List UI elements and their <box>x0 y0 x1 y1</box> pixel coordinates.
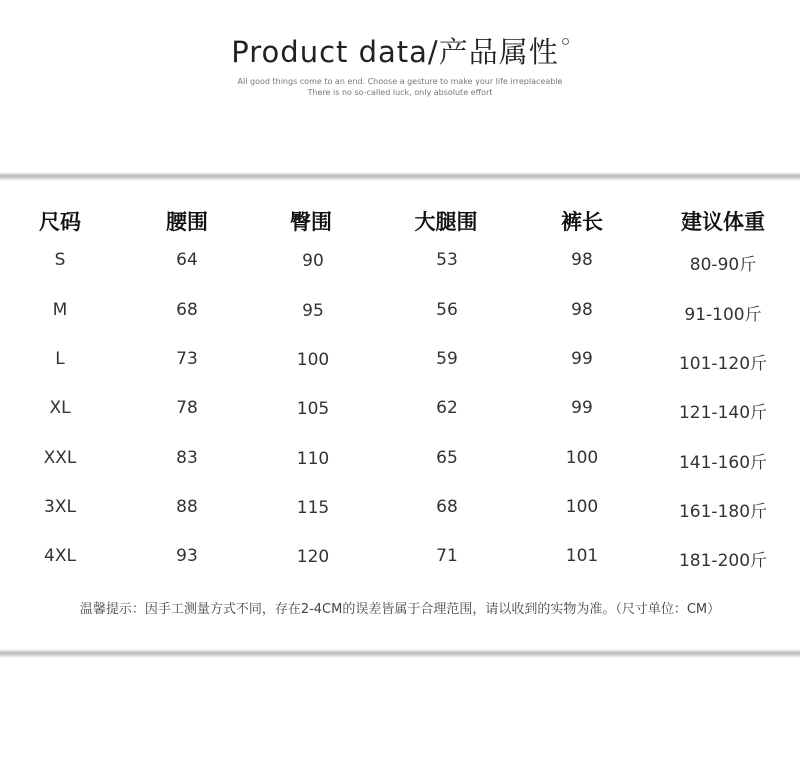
table-cell: 80-90斤 <box>689 255 757 275</box>
table-cell: 73 <box>176 349 198 369</box>
table-cell: 68 <box>176 300 198 320</box>
table-cell: 98 <box>571 250 593 270</box>
table-cell: 3XL <box>44 497 76 517</box>
page-title <box>0 30 800 71</box>
header-length: 裤长 <box>561 210 603 234</box>
table-cell: M <box>52 300 68 320</box>
table-cell: 101 <box>565 546 599 566</box>
table-cell: 65 <box>436 448 458 468</box>
table-cell: 64 <box>176 250 198 270</box>
table-cell: 161-180斤 <box>678 502 768 522</box>
table-cell: 121-140斤 <box>678 403 768 423</box>
table-cell: 88 <box>176 497 198 517</box>
table-cell: 91-100斤 <box>684 305 762 325</box>
table-cell: 100 <box>296 350 330 370</box>
table-cell: 78 <box>176 398 198 418</box>
table-cell: 98 <box>571 300 593 320</box>
table-cell: 83 <box>176 448 198 468</box>
header-size: 尺码 <box>39 210 81 234</box>
table-cell: 53 <box>436 250 458 270</box>
table-cell: 56 <box>436 300 458 320</box>
table-cell: L <box>55 349 65 369</box>
degree-circle-icon <box>562 38 569 45</box>
table-cell: 120 <box>296 547 330 567</box>
top-divider <box>0 172 800 181</box>
table-cell: 4XL <box>44 546 76 566</box>
table-cell: 141-160斤 <box>678 453 768 473</box>
header-weight: 建议体重 <box>681 210 765 234</box>
table-cell: 62 <box>436 398 458 418</box>
table-cell: 99 <box>571 398 593 418</box>
table-cell: S <box>54 250 66 270</box>
table-cell: 181-200斤 <box>678 551 768 571</box>
table-cell: 59 <box>436 349 458 369</box>
table-cell: 93 <box>176 546 198 566</box>
table-cell: 90 <box>302 251 324 271</box>
table-cell: 110 <box>296 449 330 469</box>
measurement-note: 温馨提示：因手工测量方式不同，存在2-4CM的误差皆属于合理范围，请以收到的实物为准。（尺寸单位：CM） <box>79 602 721 617</box>
footer-space <box>0 658 800 772</box>
table-cell: 105 <box>296 399 330 419</box>
subtitle-line-2: There is no so-called luck, only absolute effort <box>307 88 493 97</box>
table-cell: 100 <box>565 448 599 468</box>
header-waist: 腰围 <box>166 210 208 234</box>
table-cell: 101-120斤 <box>678 354 768 374</box>
header-hip: 臀围 <box>290 210 332 234</box>
bottom-divider <box>0 649 800 658</box>
table-cell: 71 <box>436 546 458 566</box>
table-cell: 68 <box>436 497 458 517</box>
table-cell: 100 <box>565 497 599 517</box>
table-cell: XXL <box>43 448 77 468</box>
table-cell: XL <box>49 398 71 418</box>
table-cell: 95 <box>302 301 324 321</box>
table-cell: 115 <box>296 498 330 518</box>
subtitle-line-1: All good things come to an end. Choose a gesture to make your life irreplaceable <box>237 77 563 86</box>
table-cell: 99 <box>571 349 593 369</box>
header <box>0 0 800 175</box>
page-title-text: Product data/产品属性 <box>231 35 559 69</box>
header-thigh: 大腿围 <box>414 210 478 234</box>
size-table <box>0 182 800 648</box>
